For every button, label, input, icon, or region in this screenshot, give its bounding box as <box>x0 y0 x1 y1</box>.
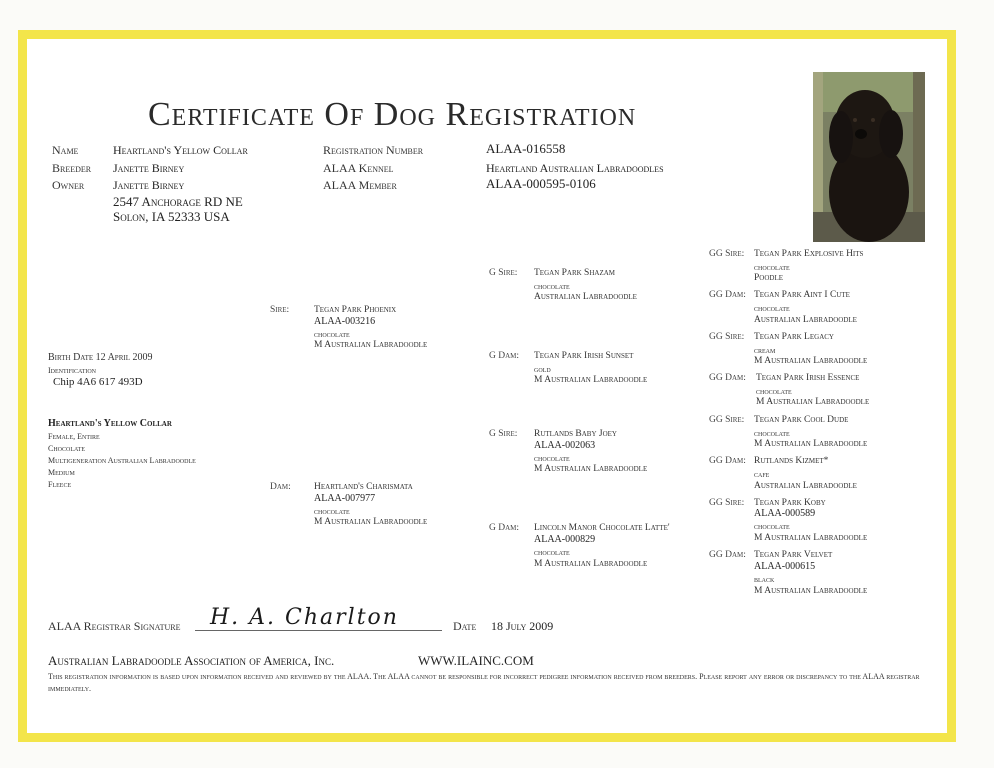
gg-5-name: Tegan Park Cool Dude <box>754 415 849 425</box>
g-sire-2-color: chocolate <box>534 454 570 463</box>
dog-coat: Fleece <box>48 480 72 489</box>
g-dam-1-color: gold <box>534 365 551 374</box>
gg-3-label: GG Sire: <box>709 332 745 342</box>
gg-5-label: GG Sire: <box>709 415 745 425</box>
dog-size: Medium <box>48 468 75 477</box>
reg-number-label: Registration Number <box>323 143 424 157</box>
gg-6-name: Rutlands Kizmet* <box>754 456 829 466</box>
date-label: Date <box>453 619 477 633</box>
gg-1-name: Tegan Park Explosive Hits <box>754 249 864 259</box>
dam-reg: ALAA-007977 <box>314 493 376 504</box>
gg-6-breed: Australian Labradoodle <box>754 481 857 491</box>
breeder-label: Breeder <box>52 161 92 175</box>
g-sire-1-name: Tegan Park Shazam <box>534 268 616 278</box>
g-sire-2-label: G Sire: <box>489 429 518 439</box>
certificate-title: Certificate Of Dog Registration <box>148 96 637 133</box>
g-dam-2-name: Lincoln Manor Chocolate Latte' <box>534 523 670 533</box>
g-dam-1-label: G Dam: <box>489 351 520 361</box>
signature-label: ALAA Registrar Signature <box>48 619 181 633</box>
gg-3-color: cream <box>754 346 776 355</box>
chip-number: Chip 4A6 617 493D <box>53 376 143 388</box>
g-dam-2-reg: ALAA-000829 <box>534 534 596 545</box>
dog-color: Chocolate <box>48 444 85 453</box>
g-dam-2-color: chocolate <box>534 548 570 557</box>
disclaimer: This registration information is based upon information received and reviewed by the ALAA. The ALAA cannot be responsible for incorrect pedigree information received from breeders. Please report any error or discrepancy to the ALAA registrar immediately. <box>48 672 920 693</box>
address-line-2: Solon, IA 52333 USA <box>113 209 230 224</box>
gg-7-name: Tegan Park Koby <box>754 498 826 508</box>
kennel-value: Heartland Australian Labradoodles <box>486 161 664 175</box>
g-sire-1-color: chocolate <box>534 282 570 291</box>
dam-label: Dam: <box>270 482 291 492</box>
gg-7-label: GG Sire: <box>709 498 745 508</box>
gg-2-label: GG Dam: <box>709 290 746 300</box>
sire-reg: ALAA-003216 <box>314 316 376 327</box>
reg-number-value: ALAA-016558 <box>486 141 566 156</box>
gg-5-breed: M Australian Labradoodle <box>754 439 868 449</box>
gg-1-label: GG Sire: <box>709 249 745 259</box>
identification-label: Identification <box>48 366 96 375</box>
g-dam-2-breed: M Australian Labradoodle <box>534 559 648 569</box>
g-sire-1-label: G Sire: <box>489 268 518 278</box>
g-dam-1-breed: M Australian Labradoodle <box>534 375 648 385</box>
gg-4-breed: M Australian Labradoodle <box>756 397 870 407</box>
g-sire-2-reg: ALAA-002063 <box>534 440 596 451</box>
gg-8-reg: ALAA-000615 <box>754 561 816 572</box>
gg-3-name: Tegan Park Legacy <box>754 332 834 342</box>
birth-date: Birth Date 12 April 2009 <box>48 352 153 363</box>
gg-6-color: cafe <box>754 470 770 479</box>
sire-breed: M Australian Labradoodle <box>314 340 428 350</box>
sire-name: Tegan Park Phoenix <box>314 305 397 315</box>
name-label: Name <box>52 143 79 157</box>
dog-sex: Female, Entire <box>48 432 100 441</box>
association-name: Australian Labradoodle Association of America, Inc. <box>48 653 335 668</box>
gg-7-breed: M Australian Labradoodle <box>754 533 868 543</box>
signature-line <box>195 630 442 631</box>
registrar-signature: H. A. Charlton <box>210 605 399 630</box>
gg-2-breed: Australian Labradoodle <box>754 315 857 325</box>
dog-breed: Multigeneration Australian Labradoodle <box>48 456 196 465</box>
gg-2-name: Tegan Park Aint I Cute <box>754 290 850 300</box>
association-website: WWW.ILAINC.COM <box>418 653 534 668</box>
gg-4-name: Tegan Park Irish Essence <box>756 373 860 383</box>
gg-2-color: chocolate <box>754 304 790 313</box>
gg-7-color: chocolate <box>754 522 790 531</box>
date-value: 18 July 2009 <box>491 619 554 633</box>
dog-photo <box>813 72 925 242</box>
gg-3-breed: M Australian Labradoodle <box>754 356 868 366</box>
breeder-value: Janette Birney <box>113 161 185 175</box>
g-sire-1-breed: Australian Labradoodle <box>534 292 637 302</box>
gg-1-color: chocolate <box>754 263 790 272</box>
gg-1-breed: Poodle <box>754 273 784 283</box>
dam-name: Heartland's Charismata <box>314 482 413 492</box>
sire-color: chocolate <box>314 330 350 339</box>
member-label: ALAA Member <box>323 178 397 192</box>
dam-color: chocolate <box>314 507 350 516</box>
dam-breed: M Australian Labradoodle <box>314 517 428 527</box>
gg-5-color: chocolate <box>754 429 790 438</box>
gg-8-color: black <box>754 575 775 584</box>
dog-name: Heartland's Yellow Collar <box>48 418 172 429</box>
gg-8-label: GG Dam: <box>709 550 746 560</box>
owner-value: Janette Birney <box>113 178 185 192</box>
g-sire-2-breed: M Australian Labradoodle <box>534 464 648 474</box>
owner-label: Owner <box>52 178 85 192</box>
dog-photo-image <box>813 72 925 242</box>
address-line-1: 2547 Anchorage RD NE <box>113 194 243 209</box>
gg-4-color: chocolate <box>756 387 792 396</box>
gg-7-reg: ALAA-000589 <box>754 508 816 519</box>
name-value: Heartland's Yellow Collar <box>113 143 248 157</box>
gg-8-breed: M Australian Labradoodle <box>754 586 868 596</box>
sire-label: Sire: <box>270 305 290 315</box>
g-sire-2-name: Rutlands Baby Joey <box>534 429 617 439</box>
g-dam-2-label: G Dam: <box>489 523 520 533</box>
gg-8-name: Tegan Park Velvet <box>754 550 833 560</box>
gg-4-label: GG Dam: <box>709 373 746 383</box>
gg-6-label: GG Dam: <box>709 456 746 466</box>
g-dam-1-name: Tegan Park Irish Sunset <box>534 351 634 361</box>
member-value: ALAA-000595-0106 <box>486 176 596 191</box>
kennel-label: ALAA Kennel <box>323 161 394 175</box>
